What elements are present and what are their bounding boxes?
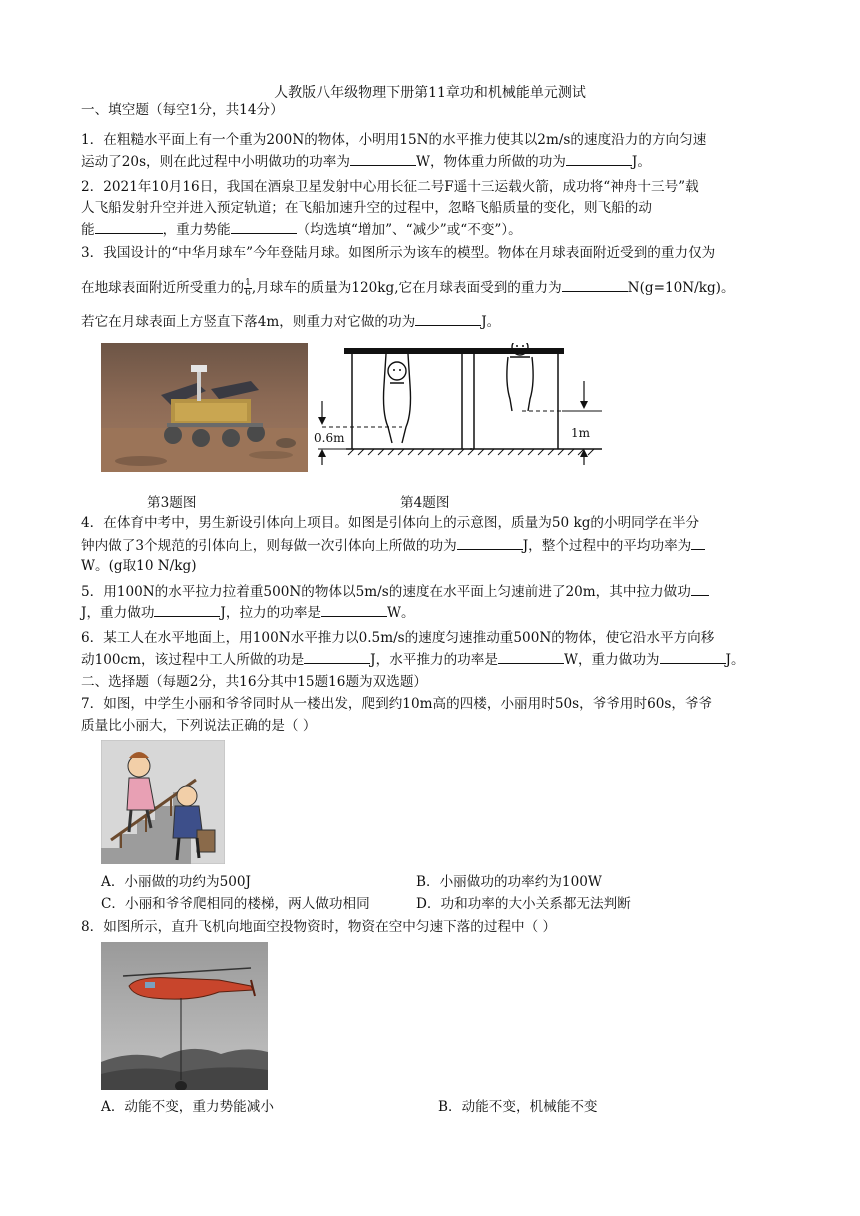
q6-line-2: 动100cm，该过程中工人所做的功是 J，水平推力的功率是 W，重力做功为 J。 bbox=[81, 649, 781, 670]
q2-line-1: 2．2021年10月16日，我国在酒泉卫星发射中心用长征二号F遥十三运载火箭，成功将“神舟十三号”载 bbox=[81, 179, 699, 195]
figure-3-caption: 第3题图 bbox=[147, 495, 197, 511]
answer-blank[interactable] bbox=[691, 535, 705, 550]
page-title: 人教版八年级物理下册第11章功和机械能单元测试 bbox=[274, 85, 586, 101]
answer-blank[interactable] bbox=[321, 602, 387, 617]
q4-line-1: 4．在体育中考中，男生新设引体向上项目。如图是引体向上的示意图，质量为50 kg的小明同学在半分 bbox=[81, 515, 700, 531]
answer-blank[interactable] bbox=[691, 581, 709, 596]
answer-blank[interactable] bbox=[304, 649, 370, 664]
answer-blank[interactable] bbox=[498, 649, 564, 664]
q4-line-2: 钟内做了3个规范的引体向上，则每做一次引体向上所做的功为 J，整个过程中的平均功率为 bbox=[81, 535, 781, 556]
q6-line-1: 6．某工人在水平地面上，用100N水平推力以0.5m/s的速度匀速推动重500N的物体，使它沿水平方向移 bbox=[81, 630, 715, 646]
q1-line-2: 运动了20s，则在此过程中小明做功的功率为 W，物体重力所做的功为 J。 bbox=[81, 151, 781, 172]
q7-line-1: 7．如图，中学生小丽和爷爷同时从一楼出发，爬到约10m高的四楼，小丽用时50s，爷爷用时60s，爷爷 bbox=[81, 696, 713, 712]
lunar-rover-image bbox=[101, 343, 308, 472]
q2-line-2: 人飞船发射升空并进入预定轨道；在飞船加速升空的过程中，忽略飞船质量的变化，则飞船的动 bbox=[81, 200, 652, 216]
fraction-one-sixth: $\frac{1}{6}$ bbox=[245, 278, 251, 298]
height-label-right: 1m bbox=[571, 426, 591, 440]
q1-line-1: 1．在粗糙水平面上有一个重为200N的物体，小明用15N的水平推力使其以2m/s的速度沿力的方向匀速 bbox=[81, 132, 707, 148]
q7-line-2: 质量比小丽大，下列说法正确的是（ ） bbox=[81, 718, 317, 734]
q7-option-c[interactable]: C．小丽和爷爷爬相同的楼梯，两人做功相同 bbox=[101, 896, 370, 912]
answer-blank[interactable] bbox=[660, 649, 726, 664]
q2-line-3: 能 ，重力势能 （均选填“增加”、“减少”或“不变”）。 bbox=[81, 219, 781, 240]
q8-option-b[interactable]: B．动能不变，机械能不变 bbox=[438, 1099, 598, 1115]
stair-climbing-image bbox=[101, 740, 225, 864]
q8-line-1: 8．如图所示，直升飞机向地面空投物资时，物资在空中匀速下落的过程中（ ） bbox=[81, 919, 557, 935]
answer-blank[interactable] bbox=[566, 151, 632, 166]
answer-blank[interactable] bbox=[457, 535, 523, 550]
answer-blank[interactable] bbox=[415, 311, 481, 326]
answer-blank[interactable] bbox=[95, 219, 163, 234]
section-2-heading: 二、选择题（每题2分，共16分其中15题16题为双选题） bbox=[81, 674, 428, 690]
q3-line-2: 在地球表面附近所受重力的 $\frac{1}{6}$ ,月球车的质量为120kg,它在月球表面受到的重力为 N(g=10N/kg)。 bbox=[81, 278, 735, 298]
q7-option-d[interactable]: D．功和功率的大小关系都无法判断 bbox=[416, 896, 631, 912]
q4-line-3: W。(g取10 N/kg) bbox=[81, 558, 197, 574]
pull-up-diagram bbox=[312, 343, 602, 465]
answer-blank[interactable] bbox=[154, 602, 220, 617]
figure-4-caption: 第4题图 bbox=[400, 495, 450, 511]
height-label-left: 0.6m bbox=[314, 431, 345, 445]
answer-blank[interactable] bbox=[562, 277, 628, 292]
q7-option-a[interactable]: A．小丽做的功约为500J bbox=[101, 874, 251, 890]
q5-line-2: J，重力做功 J，拉力的功率是 W。 bbox=[81, 602, 781, 623]
helicopter-image bbox=[101, 942, 268, 1090]
q5-line-1: 5．用100N的水平拉力拉着重500N的物体以5m/s的速度在水平面上匀速前进了20m，其中拉力做功 bbox=[81, 581, 781, 602]
q8-option-a[interactable]: A．动能不变，重力势能减小 bbox=[101, 1099, 274, 1115]
answer-blank[interactable] bbox=[350, 151, 416, 166]
answer-blank[interactable] bbox=[231, 219, 297, 234]
q3-line-3: 若它在月球表面上方竖直下落4m，则重力对它做的功为 J。 bbox=[81, 311, 781, 332]
q7-option-b[interactable]: B．小丽做功的功率约为100W bbox=[416, 874, 602, 890]
section-1-heading: 一、填空题（每空1分，共14分） bbox=[81, 102, 284, 118]
q3-line-1: 3．我国设计的“中华月球车”今年登陆月球。如图所示为该车的模型。物体在月球表面附近受到的重力仅为 bbox=[81, 245, 716, 261]
